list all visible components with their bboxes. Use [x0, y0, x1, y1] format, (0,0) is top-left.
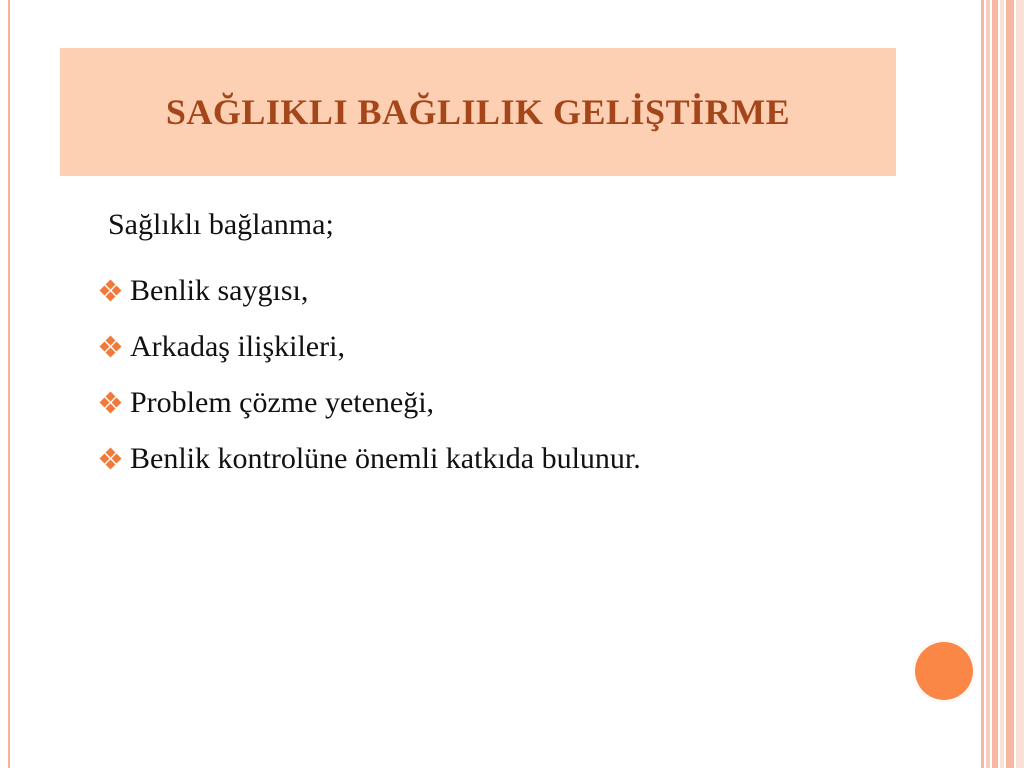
right-border-stripe: [992, 0, 998, 768]
right-border-stripe: [1006, 0, 1014, 768]
left-border-line: [8, 0, 10, 768]
list-item: [100, 375, 960, 431]
bullet-text: Benlik saygısı,: [130, 274, 309, 307]
list-item: [100, 431, 960, 487]
right-border-stripe: [1016, 0, 1024, 768]
bullet-text: Problem çözme yeteneği,: [130, 386, 435, 419]
diamond-bullet-icon: [100, 392, 122, 414]
orange-circle-decoration: [913, 640, 975, 702]
right-border-stripe: [981, 0, 984, 768]
diamond-bullet-icon: [100, 336, 122, 358]
diamond-bullet-icon: [100, 448, 122, 470]
right-border-stripe: [986, 0, 990, 768]
title-banner: [60, 48, 896, 176]
slide-title: SAĞLIKLI BAĞLILIK GELİŞTİRME: [165, 92, 791, 132]
list-item: [100, 319, 960, 375]
diamond-bullet-icon: [100, 280, 122, 302]
bullet-text: Arkadaş ilişkileri,: [130, 330, 345, 363]
right-border-stripe: [1000, 0, 1004, 768]
list-item: [100, 263, 960, 319]
intro-text: Sağlıklı bağlanma;: [108, 208, 334, 241]
slide-content: [100, 205, 960, 487]
bullet-text: Benlik kontrolüne önemli katkıda bulunur.: [130, 442, 641, 475]
bullet-list: [100, 263, 960, 487]
